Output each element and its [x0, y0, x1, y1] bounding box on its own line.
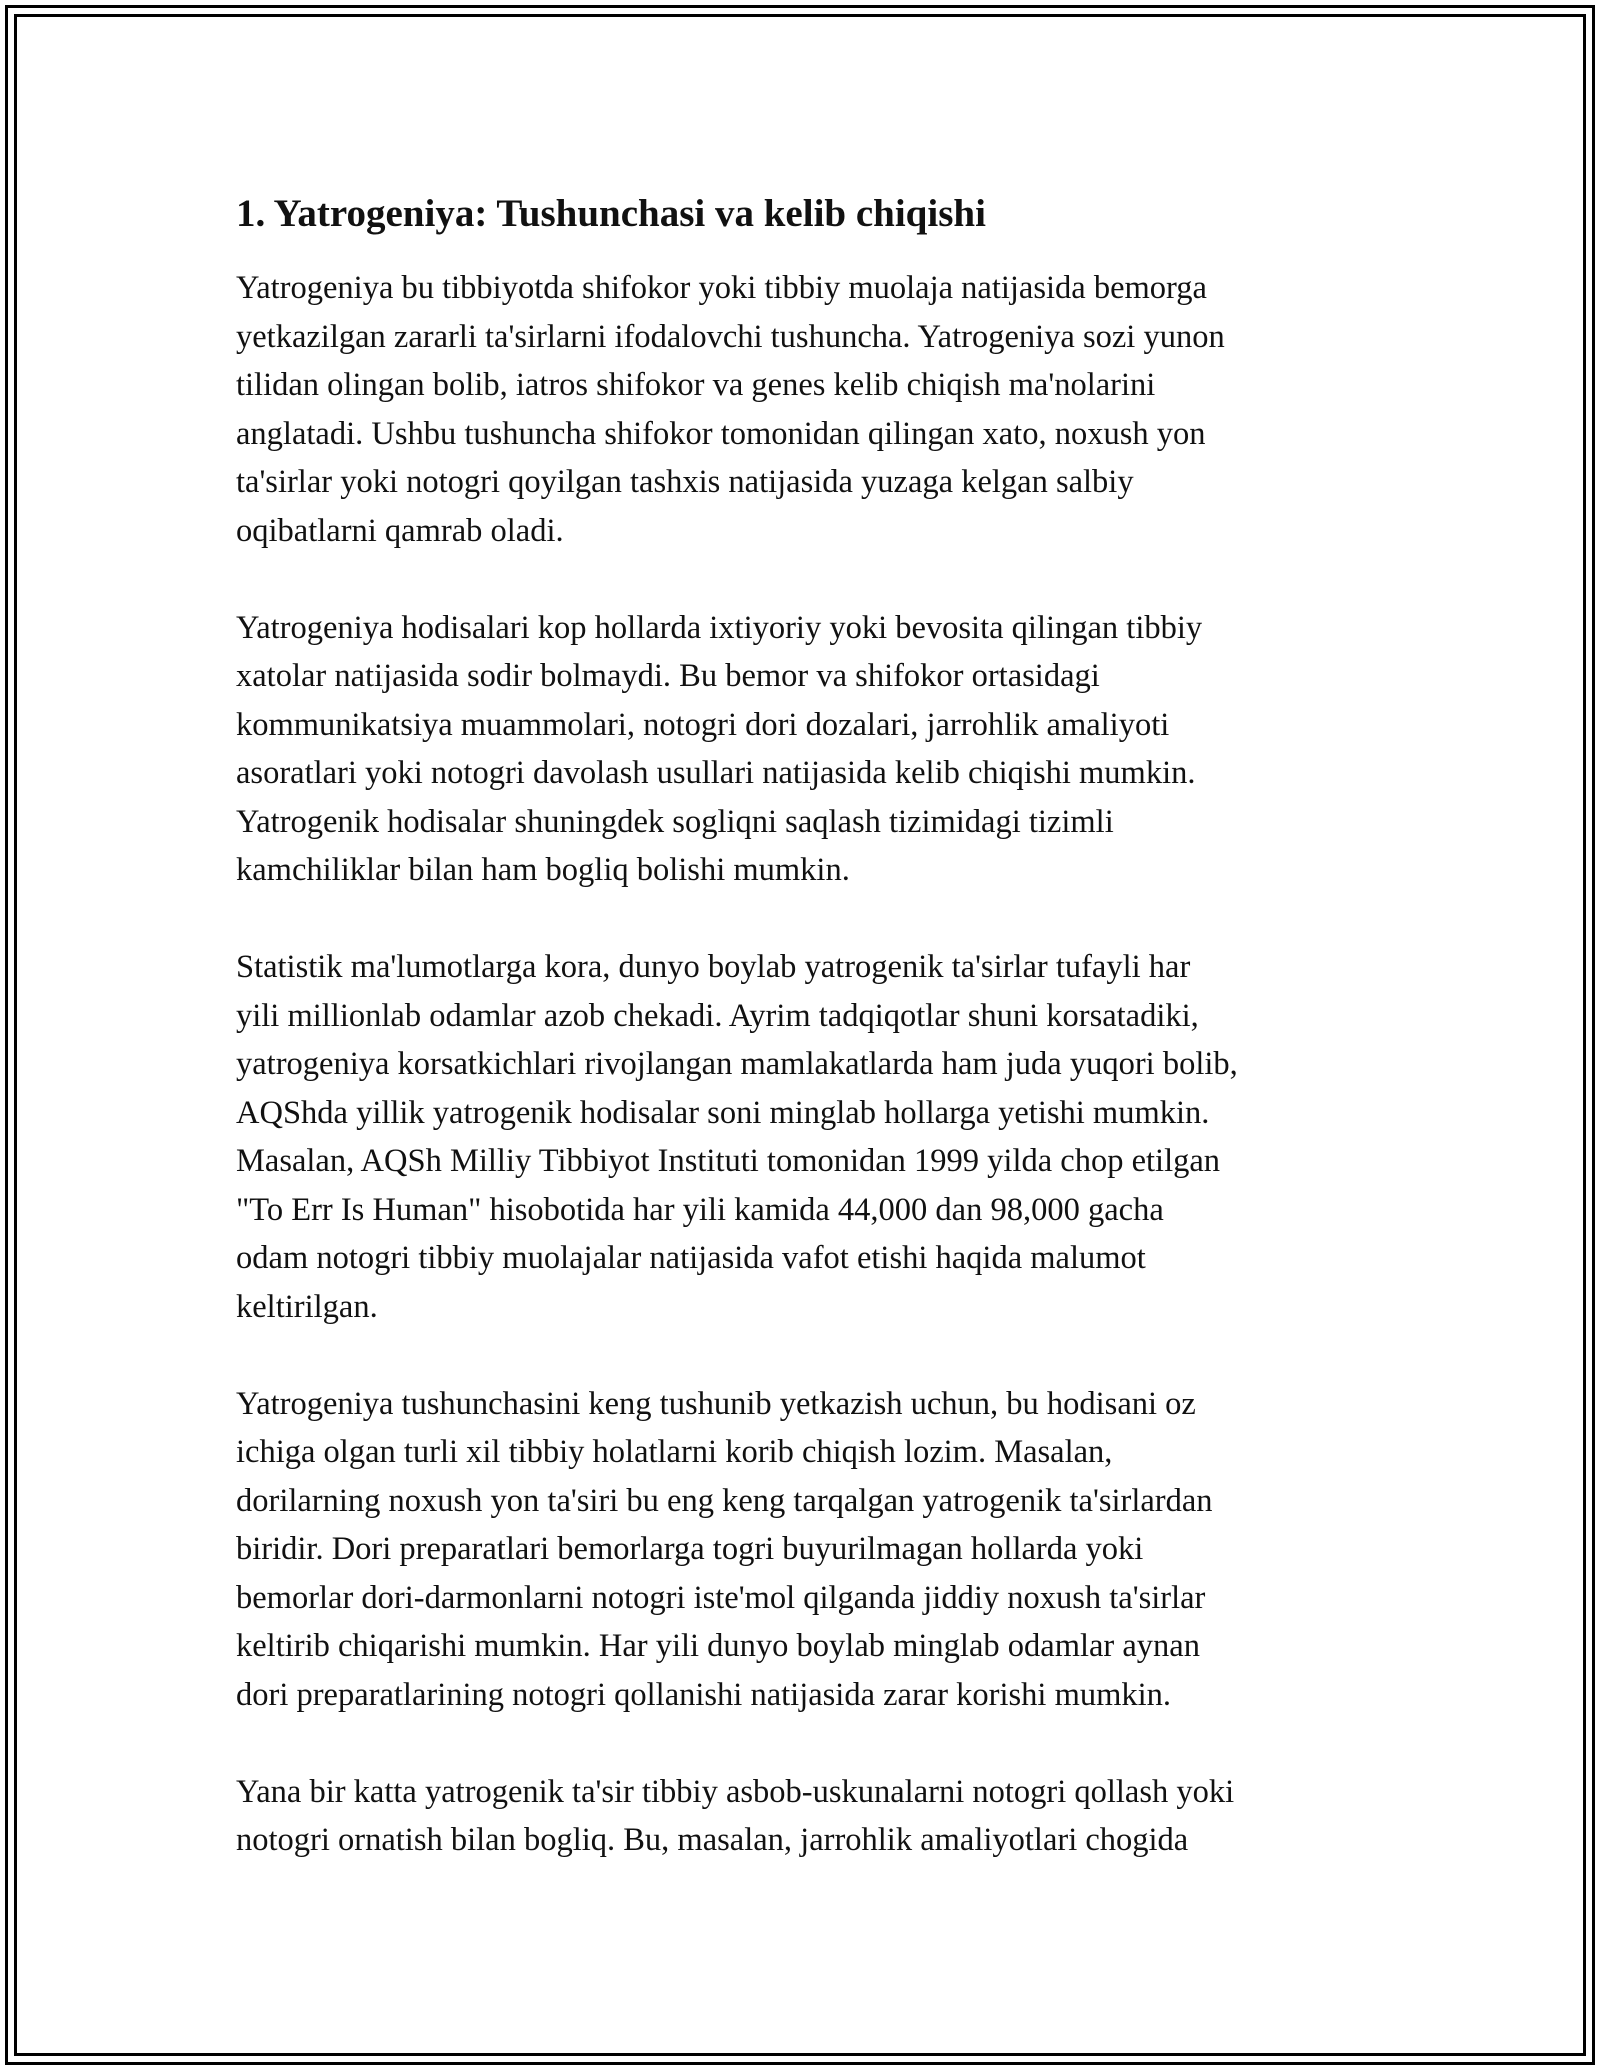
document-body — [236, 186, 1386, 1865]
paragraph-5 — [236, 1768, 1386, 1865]
text-line: kommunikatsiya muammolari, notogri dori dozalari, jarrohlik amaliyoti — [236, 706, 1170, 743]
paragraph-2 — [236, 604, 1386, 895]
text-line: Statistik ma'lumotlarga kora, dunyo boylab yatrogenik ta'sirlar tufayli har — [236, 949, 1191, 985]
text-line: yili millionlab odamlar azob chekadi. Ayrim tadqiqotlar shuni korsatadiki, — [236, 997, 1199, 1034]
text-line: odam notogri tibbiy muolajalar natijasida vafot etishi haqida malumot — [236, 1240, 1146, 1276]
text-line: oqibatlarni qamrab oladi. — [236, 512, 564, 549]
text-line: "To Err Is Human" hisobotida har yili kamida 44,000 dan 98,000 gacha — [236, 1191, 1164, 1228]
text-line: tilidan olingan bolib, iatros shifokor va genes kelib chiqish ma'nolarini — [236, 367, 1156, 403]
text-line: AQShda yillik yatrogenik hodisalar soni minglab hollarga yetishi mumkin. — [236, 1094, 1210, 1131]
section-title: 1. Yatrogeniya: Tushunchasi va kelib chiqishi — [236, 192, 986, 235]
paragraph-3 — [236, 943, 1386, 1331]
text-line: bemorlar dori-darmonlarni notogri iste'mol qilganda jiddiy noxush ta'sirlar — [236, 1579, 1206, 1616]
text-line: ta'sirlar yoki notogri qoyilgan tashxis natijasida yuzaga kelgan salbiy — [236, 464, 1134, 500]
text-line: asoratlari yoki notogri davolash usullari natijasida kelib chiqishi mumkin. — [236, 755, 1196, 791]
text-line: Yana bir katta yatrogenik ta'sir tibbiy asbob-uskunalarni notogri qollash yoki — [236, 1773, 1235, 1810]
text-line: Yatrogeniya bu tibbiyotda shifokor yoki tibbiy muolaja natijasida bemorga — [236, 270, 1207, 306]
text-line: ichiga olgan turli xil tibbiy holatlarni korib chiqish lozim. Masalan, — [236, 1434, 1113, 1470]
text-line: dori preparatlarining notogri qollanishi natijasida zarar korishi mumkin. — [236, 1676, 1172, 1713]
text-line: keltirilgan. — [236, 1288, 378, 1325]
text-line: Masalan, AQSh Milliy Tibbiyot Instituti tomonidan 1999 yilda chop etilgan — [236, 1143, 1221, 1179]
text-line: Yatrogeniya tushunchasini keng tushunib yetkazish uchun, bu hodisani oz — [236, 1385, 1196, 1422]
text-line: Yatrogeniya hodisalari kop hollarda ixtiyoriy yoki bevosita qilingan tibbiy — [236, 609, 1203, 646]
text-line: notogri ornatish bilan bogliq. Bu, masalan, jarrohlik amaliyotlari chogida — [236, 1822, 1189, 1858]
text-line: yatrogeniya korsatkichlari rivojlangan mamlakatlarda ham juda yuqori bolib, — [236, 1046, 1238, 1082]
text-line: xatolar natijasida sodir bolmaydi. Bu bemor va shifokor ortasidagi — [236, 658, 1100, 694]
paragraph-4 — [236, 1380, 1386, 1720]
text-line: yetkazilgan zararli ta'sirlarni ifodalovchi tushuncha. Yatrogeniya sozi yunon — [236, 318, 1225, 355]
text-line: dorilarning noxush yon ta'siri bu eng keng tarqalgan yatrogenik ta'sirlardan — [236, 1482, 1213, 1519]
paragraph-1 — [236, 264, 1386, 555]
text-line: Yatrogenik hodisalar shuningdek sogliqni saqlash tizimidagi tizimli — [236, 803, 1114, 840]
text-line: keltirib chiqarishi mumkin. Har yili dunyo boylab minglab odamlar aynan — [236, 1628, 1200, 1664]
text-line: anglatadi. Ushbu tushuncha shifokor tomonidan qilingan xato, noxush yon — [236, 415, 1206, 452]
text-line: biridir. Dori preparatlari bemorlarga togri buyurilmagan hollarda yoki — [236, 1531, 1144, 1567]
text-line: kamchiliklar bilan ham bogliq bolishi mumkin. — [236, 852, 850, 888]
